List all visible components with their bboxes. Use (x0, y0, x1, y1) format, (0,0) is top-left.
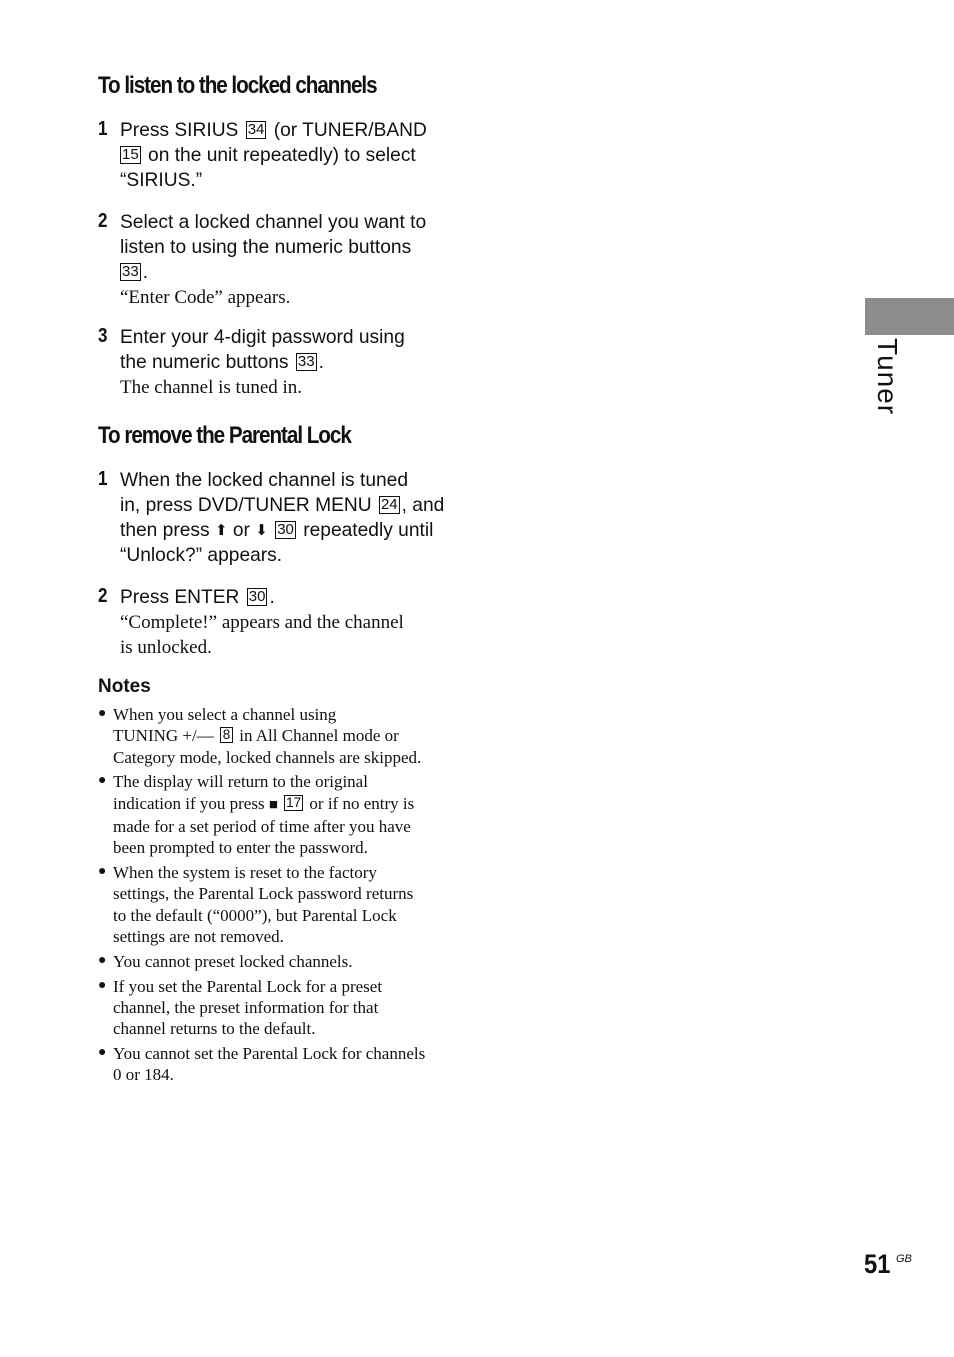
step-number: 1 (98, 468, 108, 490)
step-text-fragment: Press SIRIUS (120, 120, 239, 141)
note-text: The display will return to the original (113, 772, 368, 792)
note-text: You cannot preset locked channels. (113, 951, 353, 971)
note-text: settings, the Parental Lock password returns (113, 884, 414, 904)
bullet-icon: ● (98, 706, 107, 721)
button-ref-30: 30 (277, 521, 294, 538)
note-text: If you set the Parental Lock for a preset (113, 976, 383, 996)
step-text-fragment: . (318, 352, 324, 373)
note-item (98, 862, 453, 947)
note-text: When you select a channel using (113, 705, 337, 724)
step-text (120, 118, 460, 193)
step-text-fragment: or (232, 520, 250, 541)
side-tab-marker (865, 298, 954, 335)
step-text-fragment: the numeric buttons (120, 352, 289, 373)
note-text: Category mode, locked channels are skipped. (113, 747, 422, 767)
step-text (120, 585, 460, 660)
bullet-icon: ● (98, 952, 107, 968)
step-text-fragment: on the unit repeatedly) to select (148, 145, 416, 166)
step-text-fragment: “SIRIUS.” (120, 170, 203, 191)
step-text-fragment: in, press DVD/TUNER MENU (120, 495, 372, 516)
step-text-fragment: listen to using the numeric buttons (120, 237, 412, 258)
step-result: The channel is tuned in. (120, 377, 303, 398)
step-text-fragment: . (142, 262, 149, 283)
step-number: 2 (98, 585, 108, 607)
note-text: to the default (“0000”), but Parental Lock (113, 905, 397, 925)
step-text-fragment: Enter your 4-digit password using (120, 327, 405, 348)
note-text: 0 or 184. (113, 1065, 174, 1085)
bullet-icon: ● (98, 864, 107, 880)
step-result: “Enter Code” appears. (120, 287, 291, 308)
arrow-up-icon: ⬆ (214, 522, 228, 539)
step-text-fragment: , and (401, 495, 445, 516)
note-text: indication if you press (113, 793, 265, 813)
bullet-icon: ● (98, 773, 107, 789)
step-result: “Complete!” appears and the channel (120, 612, 404, 633)
note-text: When the system is reset to the factory (113, 863, 377, 883)
button-ref-8: 8 (220, 727, 233, 743)
note-text: channel returns to the default. (113, 1019, 316, 1039)
note-text: You cannot set the Parental Lock for channels (113, 1043, 426, 1063)
section-heading-remove-parental-lock: To remove the Parental Lock (98, 422, 351, 449)
note-text: in All Channel mode or (239, 726, 399, 746)
button-ref-24: 24 (380, 496, 398, 513)
step-text (120, 210, 460, 310)
note-text: TUNING +/— (113, 726, 214, 746)
button-ref-30: 30 (248, 588, 266, 605)
note-item (98, 1043, 453, 1086)
button-ref-34: 34 (247, 121, 265, 138)
notes-title: Notes (98, 676, 151, 697)
button-ref-33: 33 (297, 353, 315, 370)
button-ref-17: 17 (286, 794, 302, 810)
page-region-suffix: GB (896, 1253, 912, 1265)
side-tab-label-text: Tuner (872, 338, 903, 416)
step-text-fragment: Press ENTER (120, 587, 240, 608)
step-text-fragment: When the locked channel is tuned (120, 470, 408, 491)
notes-list (98, 704, 453, 1089)
note-text: or if no entry is (309, 793, 415, 813)
side-tab-label (872, 338, 907, 418)
step-text-fragment: Select a locked channel you want to (120, 212, 427, 233)
step-text-fragment: “Unlock?” appears. (120, 545, 283, 566)
step-text-fragment: . (269, 587, 275, 608)
step-number: 3 (98, 325, 108, 347)
step-text-fragment: repeatedly until (303, 520, 434, 541)
stop-square-icon: ■ (268, 796, 278, 813)
step-text (120, 325, 460, 400)
page-number: 51 (864, 1249, 891, 1279)
note-item (98, 951, 453, 972)
note-item (98, 771, 453, 858)
step-number: 2 (98, 210, 108, 232)
step-text-fragment: then press (120, 520, 210, 541)
step-text (120, 468, 460, 568)
step-result: is unlocked. (120, 637, 212, 658)
note-item (98, 704, 453, 768)
arrow-down-icon: ⬇ (255, 522, 268, 539)
bullet-icon: ● (98, 977, 107, 993)
button-ref-15: 15 (122, 146, 139, 163)
section-heading-listen-locked: To listen to the locked channels (98, 72, 377, 99)
note-text: made for a set period of time after you have (113, 816, 411, 836)
note-text: channel, the preset information for that (113, 997, 379, 1017)
step-text-fragment: (or TUNER/BAND (273, 120, 427, 141)
note-text: settings are not removed. (113, 926, 284, 946)
step-number: 1 (98, 118, 108, 140)
note-text: been prompted to enter the password. (113, 838, 368, 858)
note-item (98, 976, 453, 1040)
bullet-icon: ● (98, 1044, 107, 1060)
button-ref-33: 33 (122, 263, 139, 280)
